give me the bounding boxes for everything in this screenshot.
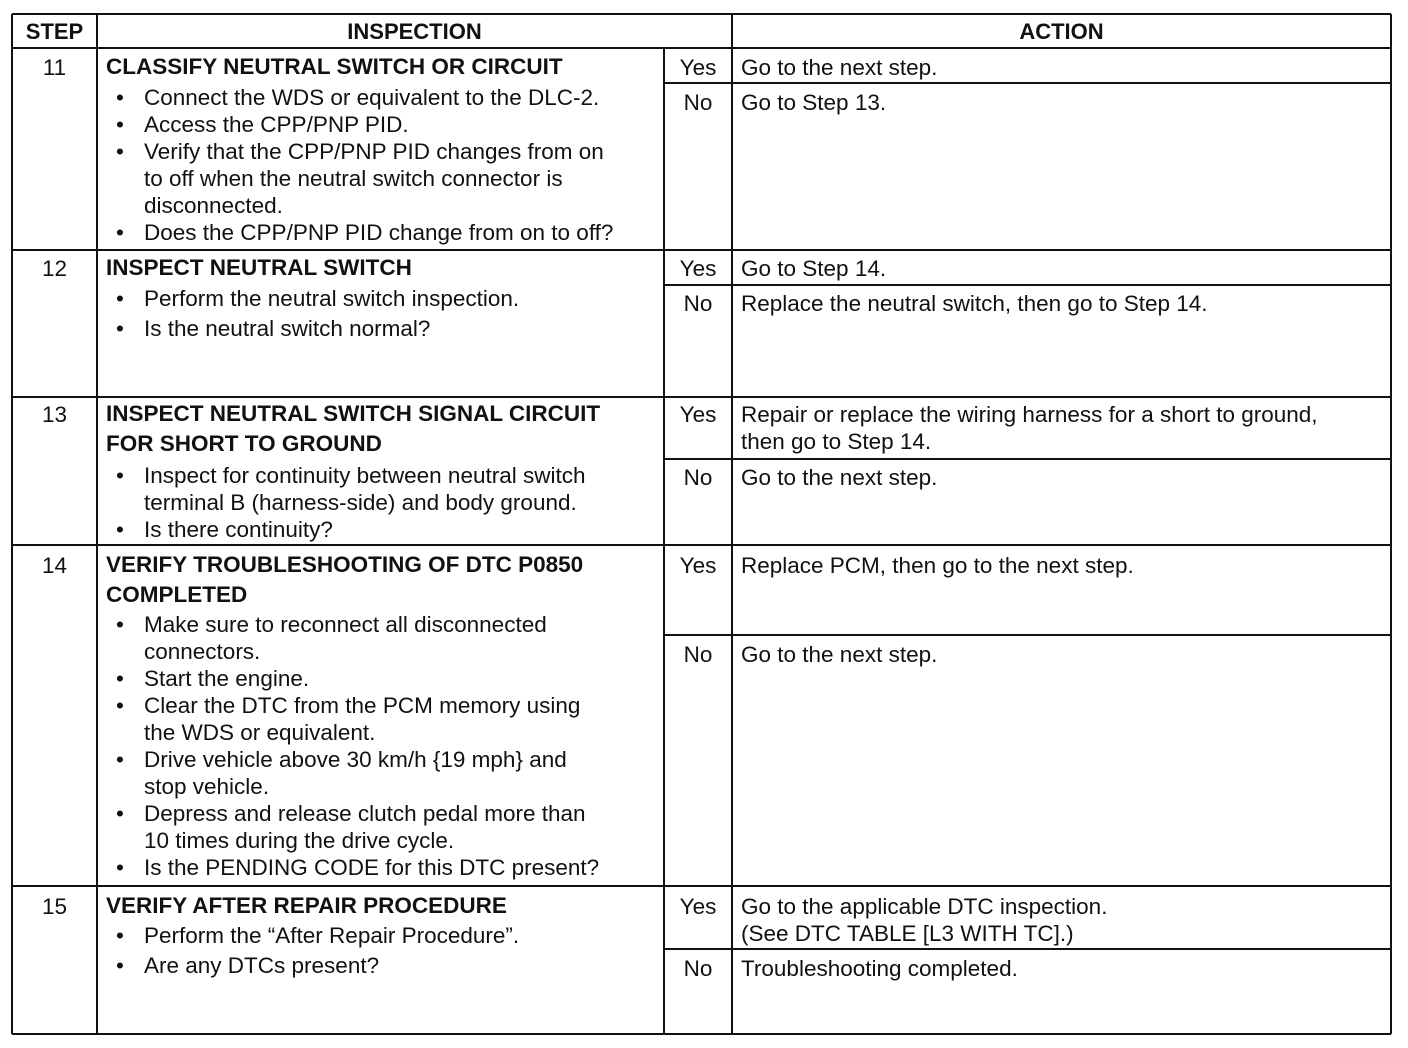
yes-label: Yes bbox=[679, 256, 717, 281]
list-item: • Is the neutral switch normal? bbox=[106, 315, 519, 342]
no-label: No bbox=[683, 291, 713, 316]
list-item: • Drive vehicle above 30 km/h {19 mph} and stop vehicle. bbox=[106, 746, 599, 800]
no-label: No bbox=[683, 90, 713, 115]
header-action: ACTION bbox=[1019, 19, 1104, 44]
header-inspection: INSPECTION bbox=[347, 19, 482, 44]
no-action: Replace the neutral switch, then go to Step 14. bbox=[741, 291, 1208, 316]
yes-label: Yes bbox=[679, 55, 717, 80]
inspection-bullets bbox=[106, 922, 519, 979]
no-action: Go to the next step. bbox=[741, 642, 938, 667]
inspection-bullets bbox=[106, 84, 613, 246]
yes-action: Repair or replace the wiring harness for a short to ground, then go to Step 14. bbox=[741, 402, 1318, 454]
step-title: CLASSIFY NEUTRAL SWITCH OR CIRCUIT bbox=[106, 54, 563, 79]
inspection-bullets bbox=[106, 611, 599, 881]
list-item: • Make sure to reconnect all disconnected connectors. bbox=[106, 611, 599, 665]
step-title: VERIFY TROUBLESHOOTING OF DTC P0850 COMPLETED bbox=[106, 552, 584, 607]
list-item: • Perform the “After Repair Procedure”. bbox=[106, 922, 519, 949]
list-item: • Perform the neutral switch inspection. bbox=[106, 285, 519, 312]
inspection-bullets bbox=[106, 462, 586, 543]
step-number: 14 bbox=[41, 553, 68, 578]
header-step: STEP bbox=[25, 19, 84, 44]
list-item: • Does the CPP/PNP PID change from on to off? bbox=[106, 219, 613, 246]
list-item: • Clear the DTC from the PCM memory using the WDS or equivalent. bbox=[106, 692, 599, 746]
step-number: 15 bbox=[41, 894, 68, 919]
yes-label: Yes bbox=[679, 894, 717, 919]
no-label: No bbox=[683, 642, 713, 667]
list-item: • Verify that the CPP/PNP PID changes from on to off when the neutral switch connector is disconnected. bbox=[106, 138, 613, 219]
step-title: INSPECT NEUTRAL SWITCH SIGNAL CIRCUIT FOR SHORT TO GROUND bbox=[106, 401, 601, 456]
step-title: INSPECT NEUTRAL SWITCH bbox=[106, 255, 412, 280]
list-item: • Connect the WDS or equivalent to the DLC-2. bbox=[106, 84, 613, 111]
step-number: 11 bbox=[42, 55, 67, 80]
no-action: Go to Step 13. bbox=[741, 90, 887, 115]
step-number: 13 bbox=[41, 402, 68, 427]
yes-label: Yes bbox=[679, 402, 717, 427]
inspection-bullets bbox=[106, 285, 519, 342]
no-action: Troubleshooting completed. bbox=[741, 956, 1018, 981]
no-label: No bbox=[683, 465, 713, 490]
list-item: • Is the PENDING CODE for this DTC present? bbox=[106, 854, 599, 881]
list-item: • Start the engine. bbox=[106, 665, 599, 692]
list-item: • Depress and release clutch pedal more than 10 times during the drive cycle. bbox=[106, 800, 599, 854]
list-item: • Inspect for continuity between neutral switch terminal B (harness-side) and body ground. bbox=[106, 462, 586, 516]
yes-action: Go to Step 14. bbox=[741, 256, 887, 281]
yes-action: Replace PCM, then go to the next step. bbox=[741, 553, 1134, 578]
yes-label: Yes bbox=[679, 553, 717, 578]
yes-action: Go to the applicable DTC inspection. (See DTC TABLE [L3 WITH TC].) bbox=[741, 894, 1108, 946]
no-action: Go to the next step. bbox=[741, 465, 938, 490]
yes-action: Go to the next step. bbox=[741, 55, 938, 80]
step-number: 12 bbox=[41, 256, 68, 281]
list-item: • Access the CPP/PNP PID. bbox=[106, 111, 613, 138]
list-item: • Are any DTCs present? bbox=[106, 952, 519, 979]
list-item: • Is there continuity? bbox=[106, 516, 586, 543]
step-title: VERIFY AFTER REPAIR PROCEDURE bbox=[106, 893, 507, 918]
no-label: No bbox=[683, 956, 713, 981]
